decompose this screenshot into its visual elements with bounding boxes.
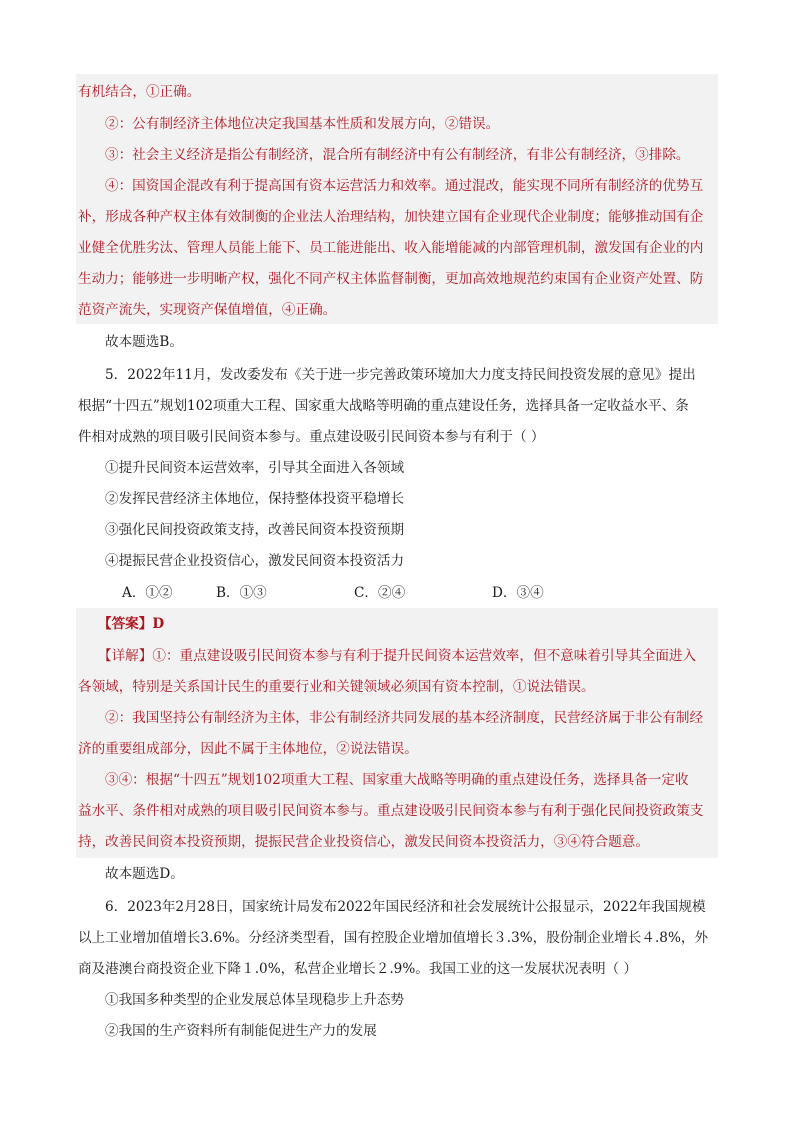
q5-conclusion: 故本题选D。 — [105, 866, 184, 882]
q4-conclusion: 故本题选B。 — [105, 334, 183, 350]
q5-statement: ①提升民间资本运营效率，引导其全面进入各领域 — [105, 460, 405, 476]
q5-statement: ②发挥民营经济主体地位，保持整体投资平稳增长 — [105, 491, 405, 507]
q5-analysis-line: 【详解】①：重点建设吸引民间资本参与有利于提升民间资本运营效率，但不意味着引导其全面进入 — [98, 648, 697, 664]
q5-stem-line: 根据“十四五”规划102项重大工程、国家重大战略等明确的重点建设任务，选择具备一定收益水平、条 — [78, 398, 689, 414]
q4-analysis-line: ④：国资国企混改有利于提高国有资本运营活力和效率。通过混改，能实现不同所有制经济的优势互 — [105, 178, 704, 194]
q5-stem-line: 件相对成熟的项目吸引民间资本参与。重点建设吸引民间资本参与有利于（ ） — [78, 429, 545, 445]
q5-statement: ④提振民营企业投资信心，激发民间资本投资活力 — [105, 553, 405, 569]
q5-analysis-line: 济的重要组成部分，因此不属于主体地位，②说法错误。 — [78, 741, 418, 757]
q5-analysis-line: 益水平、条件相对成熟的项目吸引民间资本参与。重点建设吸引民间资本参与有利于强化民间投资政策支 — [78, 803, 704, 819]
q5-option-c: C．②④ — [354, 585, 406, 601]
q6-statement: ①我国多种类型的企业发展总体呈现稳步上升态势 — [105, 992, 405, 1008]
q5-option-b: B．①③ — [216, 585, 267, 601]
q5-stem-line: 5．2022年11月，发改委发布《关于进一步完善政策环境加大力度支持民间投资发展的意见》提出 — [105, 367, 696, 383]
q5-analysis-line: 持，改善民间资本投资预期，提振民营企业投资信心，激发民间资本投资活力，③④符合题意。 — [78, 834, 649, 850]
q4-analysis-line: 有机结合，①正确。 — [78, 84, 201, 100]
q5-analysis-line: ②：我国坚持公有制经济为主体，非公有制经济共同发展的基本经济制度，民营经济属于非公有制经 — [105, 710, 704, 726]
q5-analysis-line: 各领域，特别是关系国计民生的重要行业和关键领域必须国有资本控制，①说法错误。 — [78, 679, 595, 695]
q4-analysis-line: 补，形成各种产权主体有效制衡的企业法人治理结构，加快建立国有企业现代企业制度；能够推动国有企 — [78, 209, 704, 225]
q4-analysis-line: ③：社会主义经济是指公有制经济，混合所有制经济中有公有制经济，有非公有制经济，③排除。 — [105, 147, 690, 163]
q4-analysis-line: 范资产流失，实现资产保值增值，④正确。 — [78, 302, 337, 318]
q5-option-a: A．①② — [122, 585, 173, 601]
q5-analysis-line: ③④：根据“十四五”规划102项重大工程、国家重大战略等明确的重点建设任务，选择具备一定收 — [105, 772, 689, 788]
q5-answer-label: 【答案】D — [98, 616, 165, 632]
q4-analysis-line: ②：公有制经济主体地位决定我国基本性质和发展方向，②错误。 — [105, 116, 500, 132]
q4-analysis-line: 生动力；能够进一步明晰产权，强化不同产权主体监督制衡，更加高效地规范约束国有企业资产处置、防 — [78, 271, 704, 287]
q6-statement: ②我国的生产资料所有制能促进生产力的发展 — [105, 1023, 377, 1039]
q6-stem-line: 以上工业增加值增长3.6%。分经济类型看，国有控股企业增加值增长３.3%，股份制企业增长４.8%，外 — [78, 930, 709, 946]
q5-statement: ③强化民间投资政策支持，改善民间资本投资预期 — [105, 522, 405, 538]
q6-stem-line: 商及港澳台商投资企业下降１.0%，私营企业增长２.9%。我国工业的这一发展状况表明（ ） — [78, 961, 638, 977]
q4-analysis-line: 业健全优胜劣汰、管理人员能上能下、员工能进能出、收入能增能减的内部管理机制，激发国有企业的内 — [78, 240, 704, 256]
q6-stem-line: 6．2023年2月28日，国家统计局发布2022年国民经济和社会发展统计公报显示，2022年我国规模 — [105, 899, 706, 915]
q5-option-d: D．③④ — [492, 585, 544, 601]
